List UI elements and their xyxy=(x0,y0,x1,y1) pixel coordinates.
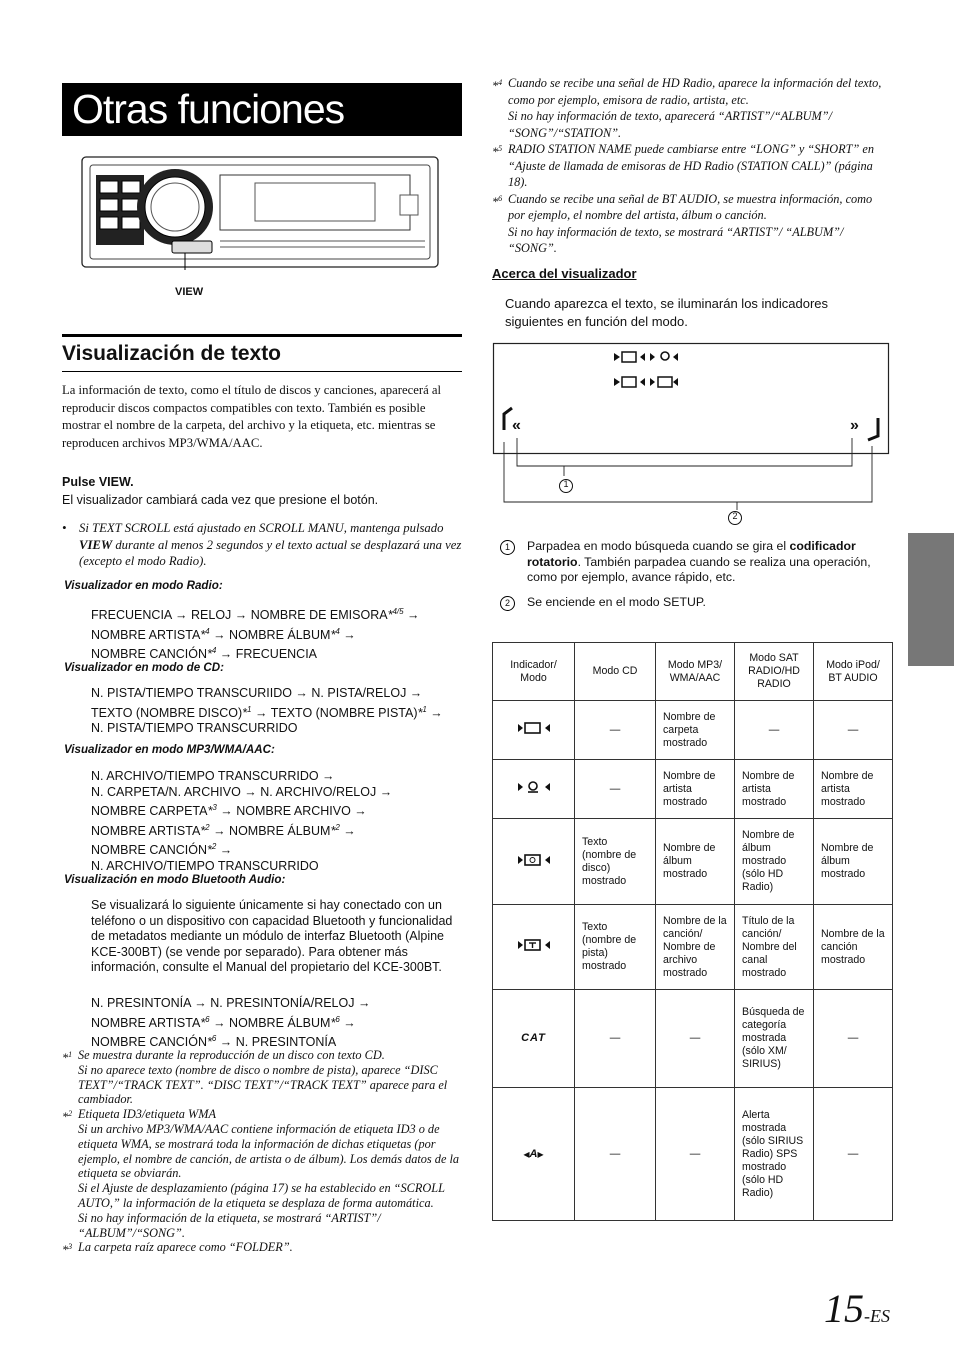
head-unit-illustration xyxy=(80,155,440,270)
scroll-note-key: VIEW xyxy=(79,537,113,552)
svg-text:«: « xyxy=(512,417,521,434)
table-header-cell: Modo CD xyxy=(575,643,656,701)
table-cell: Búsqueda de categoría mostrada (sólo XM/ SIRIUS) xyxy=(735,990,814,1088)
about-display-title: Acerca del visualizador xyxy=(492,266,637,281)
bt-mode-sequence: N. PRESINTONÍA → N. PRESINTONÍA/RELOJ → NOMBRE ARTISTA*$^6$ → NOMBRE ÁLBUM*$^6$ → NOMBRE CANCIÓN*$^6$ → N. PRESINTONÍA xyxy=(91,996,371,1050)
scroll-note: • Si TEXT SCROLL está ajustado en SCROLL MANU, mantenga pulsado VIEW durante al menos 2 segundos y el texto actual se desplazará una vez (excepto el modo Radio). xyxy=(62,521,462,569)
table-cell: Nombre de artista mostrado xyxy=(735,760,814,819)
table-header-cell: Modo SAT RADIO/HD RADIO xyxy=(735,643,814,701)
footnote-6a: Cuando se recibe una señal de BT AUDIO, se muestra información, como por ejemplo, el nombre del artista, álbum o canción. xyxy=(508,191,873,222)
page-number-suffix: -ES xyxy=(864,1306,890,1326)
callout-1-badge: 1 xyxy=(500,540,515,555)
footnote-2d: Si no hay información de la etiqueta, se mostrará “ARTIST”/ “ALBUM”/“SONG”. xyxy=(78,1210,381,1240)
table-row xyxy=(493,905,893,990)
page-number-value: 15 xyxy=(824,1286,864,1331)
table-header-cell: Modo iPod/ BT AUDIO xyxy=(814,643,893,701)
radio-mode-sequence: FRECUENCIA → RELOJ → NOMBRE DE EMISORA*$^{4/5}$ → NOMBRE ARTISTA*$^4$ → NOMBRE ÁLBUM*$^4$ → NOMBRE CANCIÓN*$^4$ → FRECUENCIA xyxy=(91,607,420,662)
table-icon-cell xyxy=(493,760,575,819)
callout-1-label: 1 xyxy=(563,479,569,489)
table-cell: — xyxy=(814,990,893,1088)
display-note-1 xyxy=(500,539,885,586)
table-cell: Título de la canción/ Nombre del canal mostrado xyxy=(735,905,814,990)
bt-mode-description: Se visualizará lo siguiente únicamente si hay conectado con un teléfono o un dispositivo con capacidad Bluetooth y funcionalidad de metadatos mediante un módulo de interfaz Bluetooth (Alpine KCE-300BT) (se vende por separado). Para obtener más información, consulte el Manual del propietario del KCE-300BT. xyxy=(91,898,453,974)
table-cell: — xyxy=(575,990,656,1088)
table-header-row xyxy=(493,643,893,701)
table-cell: — xyxy=(735,701,814,760)
page-title: Otras funciones xyxy=(72,86,345,132)
radio-mode-title: Visualizador en modo Radio: xyxy=(64,579,223,592)
table-cell: Nombre de álbum mostrado (sólo HD Radio) xyxy=(735,819,814,905)
track-indicator-icon xyxy=(517,939,551,951)
page-number xyxy=(824,1285,890,1332)
note-1-text-c: . También parpadea cuando se realiza una operación, como por ejemplo, avance rápido, etc. xyxy=(527,554,871,584)
footnote-4b: Si no hay información de texto, aparecerá “ARTIST”/“ALBUM”/ “SONG”/“STATION”. xyxy=(508,109,833,140)
table-cell: Nombre de artista mostrado xyxy=(814,760,893,819)
table-cell: Nombre de artista mostrado xyxy=(656,760,735,819)
table-cell: — xyxy=(575,1088,656,1221)
table-icon-cell xyxy=(493,701,575,760)
table-row xyxy=(493,1088,893,1221)
table-cell: — xyxy=(656,1088,735,1221)
table-cell: Nombre de la canción/ Nombre de archivo mostrado xyxy=(656,905,735,990)
table-cell: Texto (nombre de disco) mostrado xyxy=(575,819,656,905)
album-indicator-icon xyxy=(517,854,551,866)
table-cell: — xyxy=(575,701,656,760)
footnote-3: La carpeta raíz aparece como “FOLDER”. xyxy=(78,1240,293,1255)
table-cell: Texto (nombre de pista) mostrado xyxy=(575,905,656,990)
artist-indicator-icon xyxy=(517,781,551,793)
cd-mode-sequence: N. PISTA/TIEMPO TRANSCURIIDO → N. PISTA/RELOJ → TEXTO (NOMBRE DISCO)*$^1$ → TEXTO (NOMBRE PISTA)*$^1$ → N. PISTA/TIEMPO TRANSCURRIDO xyxy=(91,686,443,736)
footnote-2a: Etiqueta ID3/etiqueta WMA xyxy=(78,1107,216,1122)
alert-indicator-icon: ◀A▶ xyxy=(493,1088,575,1221)
table-icon-cell xyxy=(493,905,575,990)
callout-2-badge: 2 xyxy=(500,596,515,611)
table-cell: Nombre de carpeta mostrado xyxy=(656,701,735,760)
footnote-2b: Si un archivo MP3/WMA/AAC contiene información de etiqueta ID3 o de etiqueta WMA, se mostrará toda la información de dichas etiquetas (por ejemplo, el nombre de canción, de artista o de álbum). Los demás datos de la etiqueta se obviarán. xyxy=(78,1121,460,1181)
table-cell: — xyxy=(656,990,735,1088)
scroll-note-text-1: Si TEXT SCROLL está ajustado en SCROLL MANU, mantenga pulsado xyxy=(79,521,444,535)
table-cell: — xyxy=(814,701,893,760)
scroll-note-text-2: durante al menos 2 segundos y el texto actual se desplazará una vez (excepto el modo Radio). xyxy=(79,537,462,569)
cd-mode-title: Visualizador en modo de CD: xyxy=(64,661,224,674)
table-cell: Alerta mostrada (sólo SIRIUS Radio) SPS mostrado (sólo HD Radio) xyxy=(735,1088,814,1221)
intro-paragraph: La información de texto, como el título de discos y canciones, aparecerá al reproducir discos compactos compatibles con texto. También es posible mostrar el nombre de la carpeta, del archivo y la etiqueta, etc. mientras se reproducen archivos MP3/WMA/AAC. xyxy=(62,383,442,450)
mp3-mode-title: Visualizador en modo MP3/WMA/AAC: xyxy=(64,743,275,756)
press-description: El visualizador cambiará cada vez que presione el botón. xyxy=(62,493,379,507)
footnote-1b: Si no aparece texto (nombre de disco o nombre de pista), aparece “DISC TEXT”/“TRACK TEXT”. “DISC TEXT”/“TRACK TEXT” aparece para el cambiador. xyxy=(78,1062,448,1107)
table-row xyxy=(493,760,893,819)
mp3-mode-sequence: N. ARCHIVO/TIEMPO TRANSCURRIDO → N. CARPETA/N. ARCHIVO → N. ARCHIVO/RELOJ → NOMBRE CARPETA*$^3$ → NOMBRE ARCHIVO → NOMBRE ARTISTA*$^2$ → NOMBRE ÁLBUM*$^2$ → NOMBRE CANCIÓN*$^2$ → N. ARCHIVO/TIEMPO TRANSCURRIDO xyxy=(91,769,393,873)
title-bar xyxy=(62,83,462,136)
table-header-cell: Modo MP3/ WMA/AAC xyxy=(656,643,735,701)
press-key: VIEW xyxy=(98,475,131,489)
table-cell: — xyxy=(575,760,656,819)
footnote-6b: Si no hay información de texto, se mostrará “ARTIST”/ “ALBUM”/ “SONG”. xyxy=(508,224,844,255)
footnote-4a: Cuando se recibe una señal de HD Radio, aparece la información del texto, como por ejemplo, emisora de radio, artista, etc. xyxy=(508,76,882,107)
svg-text:»: » xyxy=(850,417,859,434)
press-instruction: Pulse VIEW. xyxy=(62,475,134,489)
callout-2-label: 2 xyxy=(732,511,738,521)
footnote-2c: Si el Ajuste de desplazamiento (página 17) se ha establecido en “SCROLL AUTO,” la información de la etiqueta se desplaza de forma automática. xyxy=(78,1181,445,1210)
alert-indicator-glyph: A xyxy=(529,1147,538,1160)
footnotes-right: *$^4$ Cuando se recibe una señal de HD Radio, aparece la información del texto, como por ejemplo, emisora de radio, artista, etc. Si no hay información de texto, aparecerá “ARTIST”/“ALBUM”/ “SONG”/“STATION”. *$^5$ RADIO STATION NAME puede cambiarse entre “LONG” y “SHORT” en “Ajuste de llamada de emisoras de HD Radio (STATION CALL)” (página 18). *$^6$ Cuando se recibe una señal de BT AUDIO, se muestra información, como por ejemplo, el nombre del artista, álbum o canción. Si no hay información de texto, se mostrará “ARTIST”/ “ALBUM”/ “SONG”. xyxy=(492,75,892,257)
bt-mode-title: Visualización en modo Bluetooth Audio: xyxy=(64,873,286,886)
view-callout-label: VIEW xyxy=(175,286,204,298)
note-2-text: Se enciende en el modo SETUP. xyxy=(527,595,706,609)
chapter-side-tab xyxy=(908,533,954,666)
table-row xyxy=(493,990,893,1088)
table-cell: — xyxy=(814,1088,893,1221)
press-label: Pulse xyxy=(62,475,99,489)
footnote-5: RADIO STATION NAME puede cambiarse entre “LONG” y “SHORT” en “Ajuste de llamada de emisoras de HD Radio (STATION CALL)” (página 18). xyxy=(508,142,875,189)
footnote-1a: Se muestra durante la reproducción de un disco con texto CD. xyxy=(78,1048,385,1062)
table-cell: Nombre de álbum mostrado xyxy=(814,819,893,905)
indicator-table xyxy=(492,642,893,1221)
section-title: Visualización de texto xyxy=(62,342,282,365)
folder-indicator-icon xyxy=(517,722,551,734)
table-header-cell: Indicador/ Modo xyxy=(493,643,575,701)
table-cell: Nombre de álbum mostrado xyxy=(656,819,735,905)
note-1-text-a: Parpadea en modo búsqueda cuando se gira el xyxy=(527,539,790,553)
display-diagram xyxy=(492,342,892,532)
cat-indicator-icon: CAT xyxy=(493,990,575,1088)
table-cell: Nombre de la canción mostrado xyxy=(814,905,893,990)
table-row xyxy=(493,819,893,905)
note-1-text-b: codificador rotatorio xyxy=(527,539,856,569)
table-row xyxy=(493,701,893,760)
display-note-2 xyxy=(500,595,885,611)
table-icon-cell xyxy=(493,819,575,905)
about-display-desc: Cuando aparezca el texto, se iluminarán los indicadores siguientes en función del modo. xyxy=(505,296,829,329)
section-heading xyxy=(62,334,462,372)
footnotes-left: *$^1$ Se muestra durante la reproducción de un disco con texto CD. Si no aparece texto (nombre de disco o nombre de pista), aparece “DISC TEXT”/“TRACK TEXT”. “DISC TEXT”/“TRACK TEXT” aparece para el cambiador. *$^2$ Etiqueta ID3/etiqueta WMA Si un archivo MP3/WMA/AAC contiene información de etiqueta ID3 o de etiqueta WMA, se mostrará toda la información de dichas etiquetas (por ejemplo, el nombre de canción, de artista o de álbum). Los demás datos de la etiqueta se obviarán. Si el Ajuste de desplazamiento (página 17) se ha establecido en “SCROLL AUTO,” la información de la etiqueta se desplaza de forma automática. Si no hay información de la etiqueta, se mostrará “ARTIST”/ “ALBUM”/“SONG”. *$^3$ La carpeta raíz aparece como “FOLDER”. xyxy=(62,1048,462,1255)
